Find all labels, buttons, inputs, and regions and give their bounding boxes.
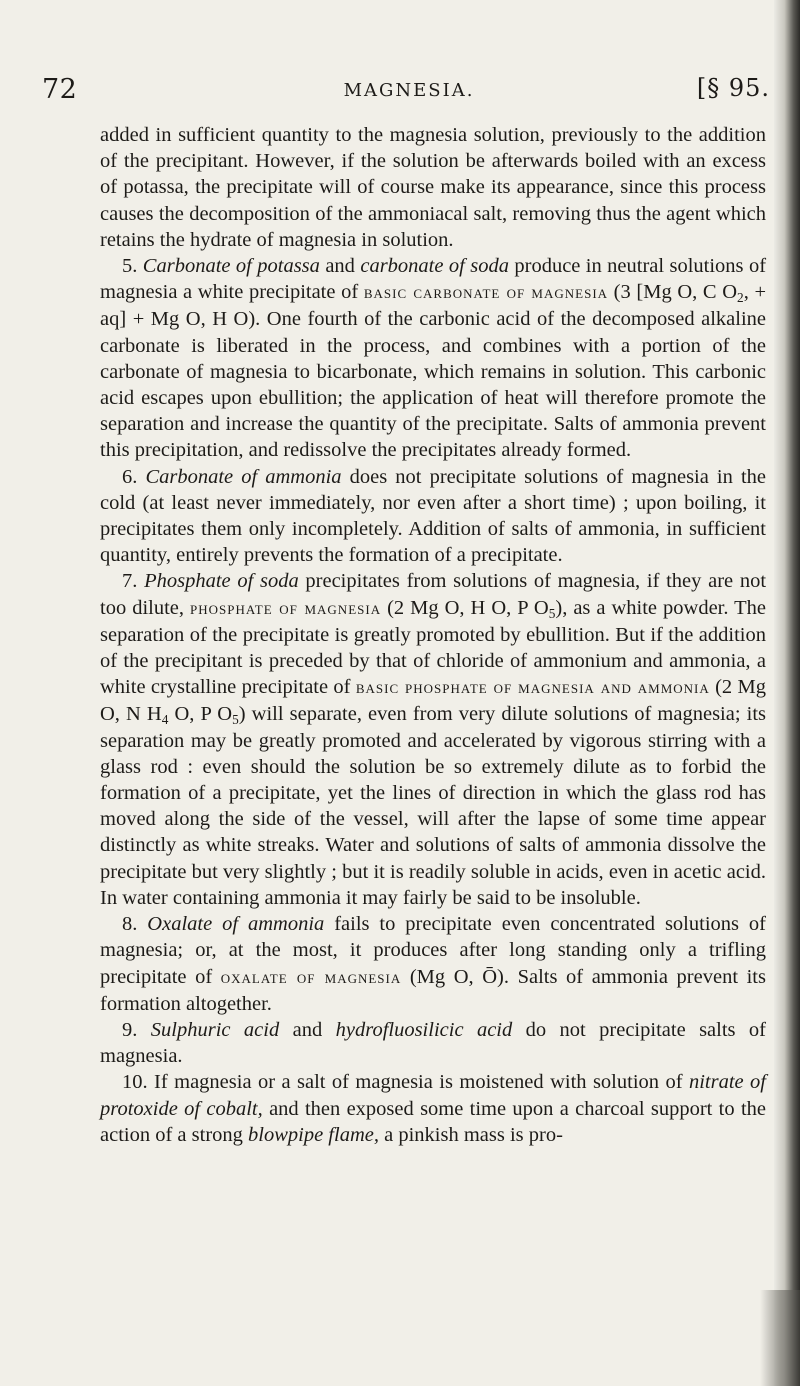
- running-header: [42, 74, 776, 108]
- paragraph-8: 8. Oxalate of ammonia fails to precipitate even concentrated solutions of magnesia; or, at the most, it produces after long standing only a trifling precipitate of oxalate of magnesia (Mg O, Ō). Salts of ammonia prevent its formation altogether.: [100, 913, 766, 1015]
- paragraph-5: 5. Carbonate of potassa and carbonate of soda produce in neutral solutions of magnesia a white precipitate of basic carbonate of magnesia (3 [Mg O, C $O_2$, + aq] + Mg O, H O). One fourth of the carbonic acid of the decomposed alkaline carbonate is liberated in the process, and combines with a portion of the carbonate of magnesia to bicarbonate, which remains in solution. This carbonic acid escapes upon ebullition; the application of heat will therefore promote the separation and increase the quantity of the precipitate. Salts of ammonia prevent this precipitation, and redissolve the precipitates already formed.: [100, 255, 767, 462]
- page-edge-shadow: [774, 0, 800, 1386]
- body-text: [100, 122, 766, 1148]
- paragraph-6: 6. Carbonate of ammonia does not precipitate solutions of magnesia in the cold (at least never immediately, nor even after a short time) ; upon boiling, it precipitates them only incompletely. Addition of salts of ammonia, in sufficient quantity, entirely prevents the formation of a precipitate.: [100, 465, 766, 567]
- paragraph-7: 7. Phosphate of soda precipitates from solutions of magnesia, if they are not too dilute, phosphate of magnesia (2 Mg O, H O, P $O_5$), as a white powder. The separation of the precipitate is greatly promoted by ebullition. But if the addition of the precipitant is preceded by that of chloride of ammonium and ammonia, a white crystalline precipitate of basic phosphate of magnesia and ammonia (2 Mg O, N $H_4$ O, P $O_5$) will separate, even from very dilute solutions of magnesia; its separation may be greatly promoted and accelerated by vigorous stirring with a glass rod : even should the solution be so extremely dilute as to forbid the formation of a precipitate, yet the lines of direction in which the glass rod has moved along the side of the vessel, will after the lapse of some time appear distinctly as white streaks. Water and solutions of salts of ammonia dissolve the precipitate but very slightly ; but it is readily soluble in acids, even in acetic acid. In water containing ammonia it may fairly be said to be insoluble.: [100, 570, 767, 909]
- paragraph-9: 9. Sulphuric acid and hydrofluosilicic acid do not precipitate salts of magnesia.: [100, 1018, 766, 1068]
- paragraph-10: 10. If magnesia or a salt of magnesia is moistened with solution of nitrate of protoxide of cobalt, and then exposed some time upon a charcoal support to the action of a strong blowpipe flame, a pinkish mass is pro-: [100, 1071, 766, 1146]
- page-number: 72: [42, 74, 78, 105]
- page-corner-shadow: [760, 1290, 800, 1386]
- running-title: MAGNESIA.: [343, 80, 475, 101]
- paragraph-continuation: added in sufficient quantity to the magnesia solution, previously to the addition of the precipitant. However, if the solution be afterwards boiled with an excess of potassa, the precipitate will of course make its appearance, since this process causes the decomposition of the ammoniacal salt, removing thus the agent which retains the hydrate of magnesia in solution.: [100, 124, 766, 251]
- section-marker: [§ 95.: [696, 74, 770, 102]
